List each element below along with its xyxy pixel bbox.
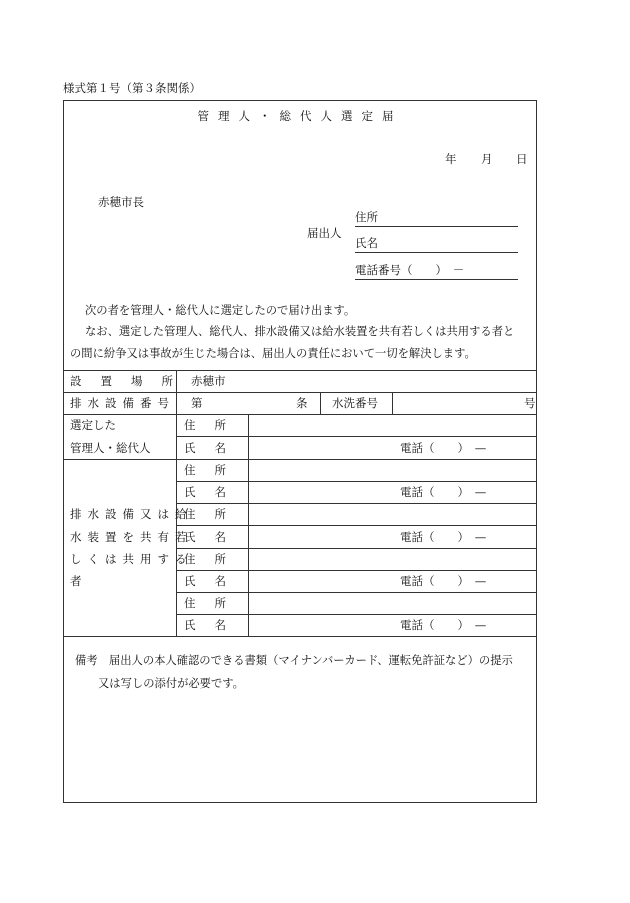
sharer-1-name-label: 氏名 (184, 485, 245, 499)
applicant-label: 届出人 (307, 226, 342, 240)
applicant-address-field[interactable] (355, 212, 518, 227)
drain-number-suffix: 条 (296, 396, 308, 410)
sharer-4-phone-label: 電話（ ） — (400, 618, 487, 632)
applicant-name-label: 氏名 (355, 236, 378, 250)
notes-label: 備考 (75, 654, 98, 667)
date-year-label: 年 (445, 152, 457, 166)
statement-line-3: の間に紛争又は事故が生じた場合は、届出人の責任において一切を解決します。 (70, 347, 476, 360)
sharer-2-name-label: 氏名 (184, 530, 245, 544)
sharers-label-line-4: 者 (70, 574, 82, 588)
sharer-2-phone-label: 電話（ ） — (400, 530, 487, 544)
drain-number-prefix: 第 (191, 396, 203, 410)
statement-line-2: なお、選定した管理人、総代人、排水設備又は給水装置を共有若しくは共用する者と (85, 325, 515, 338)
drain-number-label: 排水設備番号 (70, 396, 175, 410)
sharer-3-name-label: 氏名 (184, 574, 245, 588)
form-number-label: 様式第１号（第３条関係） (63, 81, 201, 95)
details-table (63, 370, 537, 637)
sharer-1-phone-label: 電話（ ） — (400, 485, 487, 499)
location-value[interactable]: 赤穂市 (191, 374, 226, 388)
sharer-3-phone-label: 電話（ ） — (400, 574, 487, 588)
manager-label-line-2: 管理人・総代人 (70, 441, 151, 455)
sharers-label-line-2: 水装置を共有若 (70, 530, 193, 544)
sharer-2-address-label: 住所 (184, 507, 245, 521)
manager-name-label: 氏名 (184, 441, 245, 455)
sharer-4-address-label: 住所 (184, 596, 245, 610)
applicant-phone-field[interactable] (355, 265, 518, 280)
sharer-4-name-label: 氏名 (184, 618, 245, 632)
addressee: 赤穂市長 (98, 195, 144, 209)
flush-number-suffix: 号 (524, 396, 536, 410)
statement-line-1: 次の者を管理人・総代人に選定したので届け出ます。 (85, 304, 356, 317)
manager-address-label: 住所 (184, 418, 245, 432)
sharer-3-address-label: 住所 (184, 552, 245, 566)
sharer-1-address-label: 住所 (184, 463, 245, 477)
location-label: 設置場所 (70, 374, 192, 388)
notes-line-2: 又は写しの添付が必要です。 (98, 677, 244, 690)
form-title: 管理人・総代人選定届 (197, 109, 403, 123)
manager-phone-label: 電話（ ） — (400, 441, 487, 455)
sharers-label-line-3: しくは共用する (70, 552, 193, 566)
manager-label-line-1: 選定した (70, 418, 116, 432)
notes-line-1: 届出人の本人確認のできる書類（マイナンバーカード、運転免許証など）の提示 (108, 654, 513, 667)
sharers-label-line-1: 排水設備又は給 (70, 507, 193, 521)
applicant-address-label: 住所 (355, 210, 378, 224)
date-day-label: 日 (516, 152, 528, 166)
applicant-name-field[interactable] (355, 238, 518, 253)
date-month-label: 月 (481, 152, 493, 166)
flush-number-label: 水洗番号 (332, 396, 378, 410)
notes-section (75, 649, 513, 695)
applicant-phone-label: 電話番号（ ） － (355, 263, 465, 277)
